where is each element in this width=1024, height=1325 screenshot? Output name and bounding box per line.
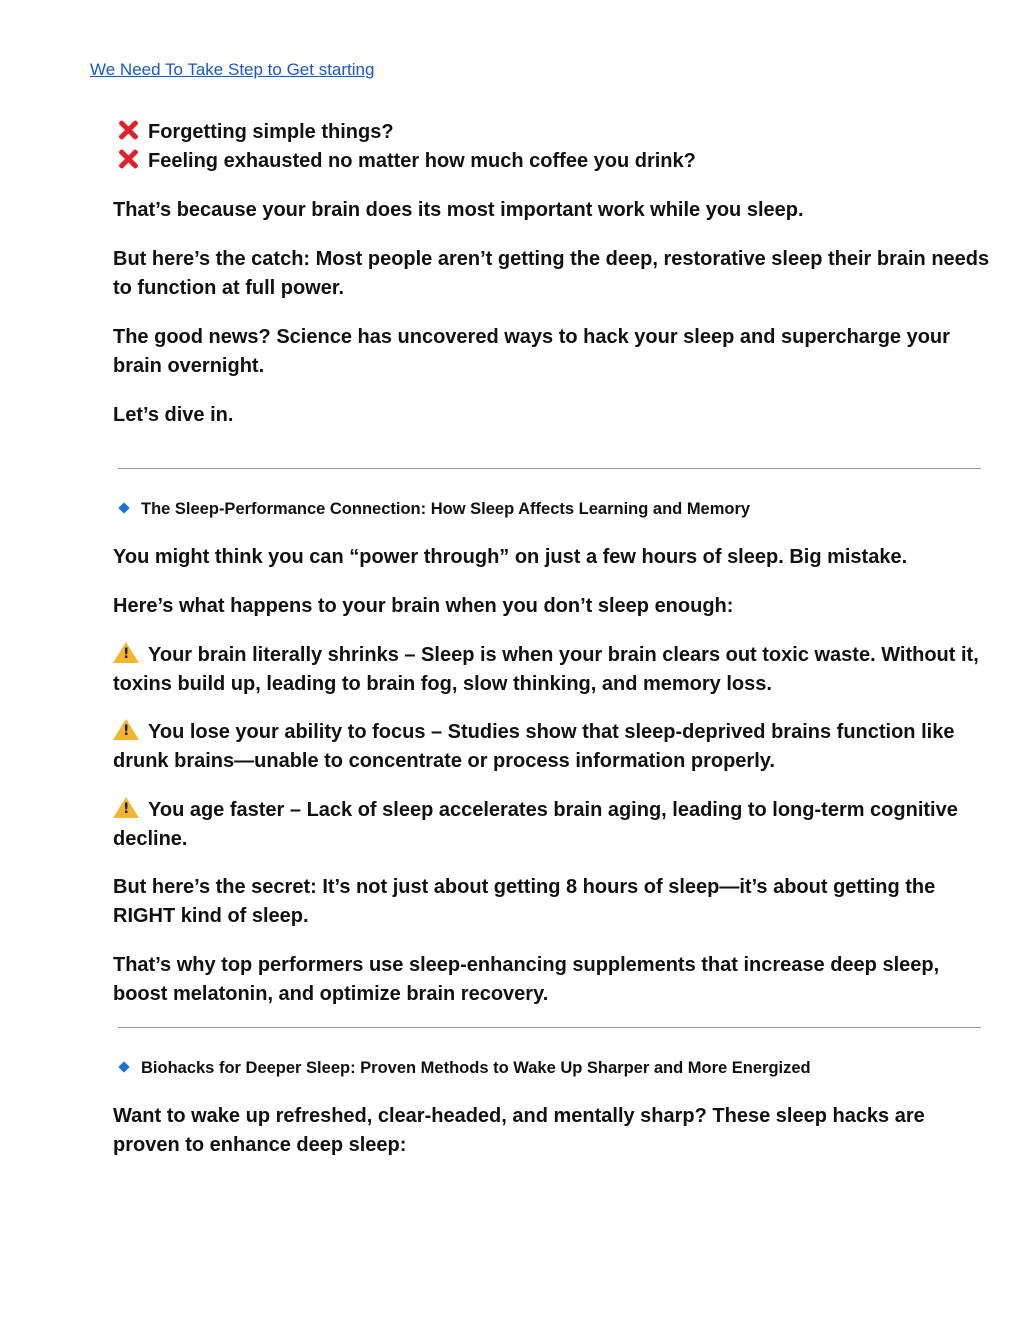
divider [118,1027,981,1028]
warning-icon [113,719,139,740]
warning-text: You age faster – Lack of sleep accelerates brain aging, leading to long-term cognitive decline. [113,799,958,850]
warning-paragraph [113,796,993,854]
section-heading-1 [120,500,750,519]
warning-icon [113,797,139,818]
section-heading-text: The Sleep-Performance Connection: How Sleep Affects Learning and Memory [141,500,751,518]
section2-paragraph-1: Want to wake up refreshed, clear-headed, and mentally sharp? These sleep hacks are proven to enhance deep sleep: [113,1105,925,1156]
section-heading-2 [120,1059,811,1078]
paragraph [113,1102,993,1160]
paragraph [113,543,993,572]
paragraph [113,873,993,931]
cross-mark-icon [116,147,140,171]
intro-paragraph-4: Let’s dive in. [113,404,234,426]
intro-paragraph-1: That’s because your brain does its most important work while you sleep. [113,199,804,221]
warning-paragraph [113,641,993,699]
section1-paragraph-3: But here’s the secret: It’s not just about getting 8 hours of sleep—it’s about getting the RIGHT kind of sleep. [113,876,936,927]
intro-paragraph-3: The good news? Science has uncovered ways to hack your sleep and supercharge your brain overnight. [113,326,950,377]
x-item-text: Forgetting simple things? [148,121,394,143]
paragraph [113,951,993,1009]
warning-paragraph [113,718,993,776]
diamond-bullet-icon [118,502,129,513]
warning-text: Your brain literally shrinks – Sleep is when your brain clears out toxic waste. Without it, toxins build up, leading to brain fog, slow thinking, and memory loss. [113,644,979,695]
section-heading-text: Biohacks for Deeper Sleep: Proven Methods to Wake Up Sharper and More Energized [141,1059,811,1077]
paragraph [113,592,993,621]
cross-mark-icon [116,118,140,142]
section1-paragraph-1: You might think you can “power through” on just a few hours of sleep. Big mistake. [113,546,908,568]
paragraph [113,401,993,430]
intro-paragraph-2: But here’s the catch: Most people aren’t getting the deep, restorative sleep their brain needs to function at full power. [113,248,990,299]
warning-item [113,796,993,854]
divider [118,468,981,469]
warning-text: You lose your ability to focus – Studies show that sleep-deprived brains function like drunk brains—unable to concentrate or process information properly. [113,721,955,772]
x-item-text: Feeling exhausted no matter how much coffee you drink? [148,150,696,172]
warning-item [113,718,993,776]
diamond-bullet-icon [118,1061,129,1072]
x-list-item [113,118,993,147]
x-list-item [113,147,993,176]
warning-item [113,641,993,699]
intro-block [113,118,993,176]
section1-paragraph-4: That’s why top performers use sleep-enhancing supplements that increase deep sleep, boost melatonin, and optimize brain recovery. [113,954,940,1005]
x-list [113,118,993,176]
top-link[interactable]: We Need To Take Step to Get starting [90,60,375,79]
section1-paragraph-2: Here’s what happens to your brain when you don’t sleep enough: [113,595,734,617]
paragraph [113,323,993,381]
paragraph [113,245,993,303]
paragraph [113,196,993,225]
warning-icon [113,642,139,663]
